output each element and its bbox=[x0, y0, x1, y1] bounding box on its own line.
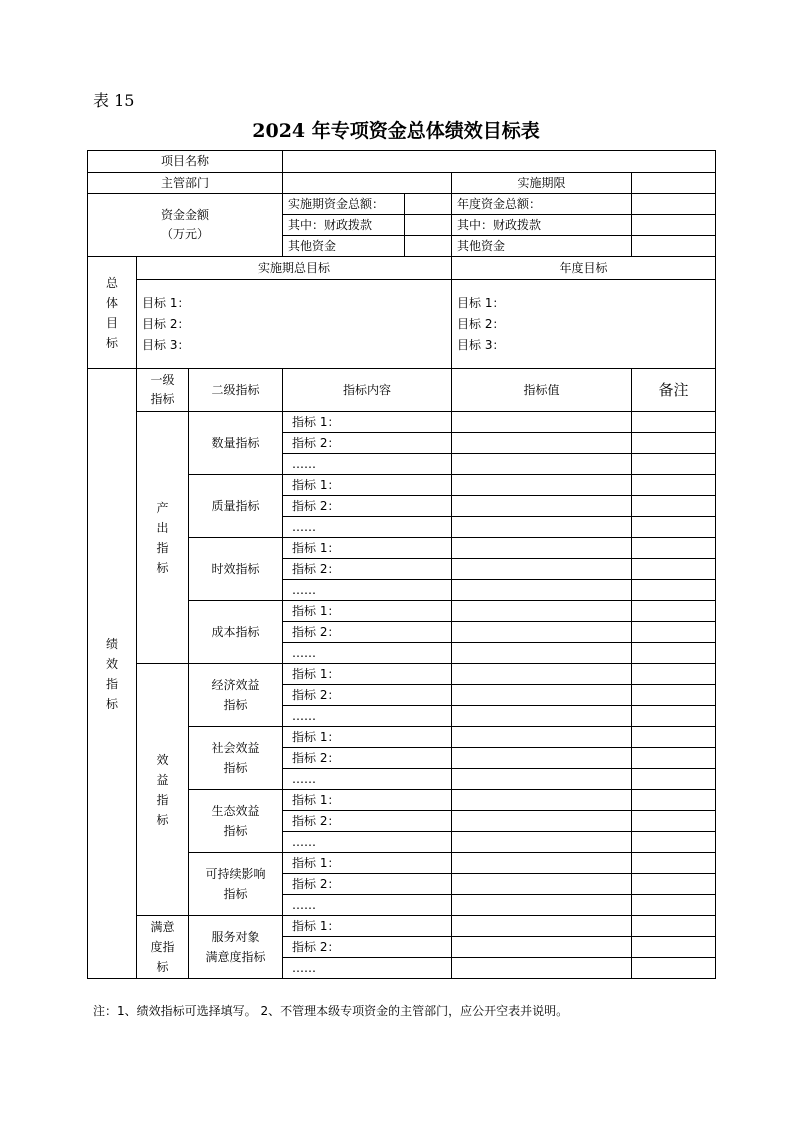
year-goal-2: 目标 2： bbox=[457, 316, 505, 331]
funds-label-line1: 资金金额 bbox=[160, 208, 209, 222]
indicator-note-cell[interactable] bbox=[632, 559, 716, 580]
dept-label: 主管部门 bbox=[88, 173, 283, 194]
project-name-cell[interactable] bbox=[283, 151, 716, 173]
total-year-cell[interactable] bbox=[632, 194, 716, 215]
indicator-value-cell[interactable] bbox=[452, 412, 632, 433]
indicator-note-cell[interactable] bbox=[632, 622, 716, 643]
total-year-label: 年度资金总额： bbox=[452, 194, 632, 215]
year-goal-heading: 年度目标 bbox=[452, 257, 716, 280]
indicator-note-cell[interactable] bbox=[632, 538, 716, 559]
period-goal-heading: 实施期总目标 bbox=[137, 257, 452, 280]
indicator-content-cell[interactable]: …… bbox=[283, 517, 452, 538]
indicator-note-cell[interactable] bbox=[632, 685, 716, 706]
fiscal-year-label: 其中：财政拨款 bbox=[452, 215, 632, 236]
indicator-note-cell[interactable] bbox=[632, 832, 716, 853]
total-period-cell[interactable] bbox=[405, 194, 452, 215]
indicator-content-cell[interactable]: 指标 2： bbox=[283, 811, 452, 832]
indicator-value-cell[interactable] bbox=[452, 916, 632, 937]
indicator-value-cell[interactable] bbox=[452, 874, 632, 895]
satisfaction-level1-label: 满意 度指 标 bbox=[137, 916, 189, 979]
indicator-value-cell[interactable] bbox=[452, 664, 632, 685]
indicator-value-cell[interactable] bbox=[452, 643, 632, 664]
period-goal-2: 目标 2： bbox=[142, 316, 190, 331]
indicator-value-cell[interactable] bbox=[452, 622, 632, 643]
benefit-level2-label: 经济效益 指标 bbox=[189, 664, 283, 727]
indicator-content-cell[interactable]: …… bbox=[283, 958, 452, 979]
performance-side-label: 绩 效 指 标 bbox=[88, 369, 137, 979]
indicator-value-cell[interactable] bbox=[452, 454, 632, 475]
indicator-value-cell[interactable] bbox=[452, 937, 632, 958]
satisfaction-level2-label: 服务对象 满意度指标 bbox=[189, 916, 283, 979]
output-level2-label: 数量指标 bbox=[189, 412, 283, 475]
funds-label bbox=[88, 194, 283, 257]
indicator-value-cell[interactable] bbox=[452, 601, 632, 622]
indicator-content-cell[interactable]: 指标 2： bbox=[283, 748, 452, 769]
indicator-content-cell[interactable]: 指标 1： bbox=[283, 727, 452, 748]
indicator-content-cell[interactable]: …… bbox=[283, 454, 452, 475]
funds-label-line2: （万元） bbox=[160, 227, 209, 241]
indicator-note-cell[interactable] bbox=[632, 937, 716, 958]
indicator-content-cell[interactable]: 指标 1： bbox=[283, 475, 452, 496]
indicator-note-cell[interactable] bbox=[632, 748, 716, 769]
total-period-label: 实施期资金总额： bbox=[283, 194, 405, 215]
indicator-note-cell[interactable] bbox=[632, 895, 716, 916]
indicator-note-cell[interactable] bbox=[632, 790, 716, 811]
output-level2-label: 质量指标 bbox=[189, 475, 283, 538]
overall-goal-side-label: 总 体 目 标 bbox=[88, 257, 137, 369]
indicator-value-cell[interactable] bbox=[452, 496, 632, 517]
performance-goal-table bbox=[87, 150, 716, 979]
other-year-cell[interactable] bbox=[632, 236, 716, 257]
indicator-content-cell[interactable]: 指标 2： bbox=[283, 685, 452, 706]
indicator-note-cell[interactable] bbox=[632, 958, 716, 979]
value-heading: 指标值 bbox=[452, 369, 632, 412]
indicator-content-cell[interactable]: 指标 1： bbox=[283, 790, 452, 811]
indicator-value-cell[interactable] bbox=[452, 580, 632, 601]
indicator-content-cell[interactable]: 指标 1： bbox=[283, 412, 452, 433]
indicator-value-cell[interactable] bbox=[452, 895, 632, 916]
indicator-note-cell[interactable] bbox=[632, 664, 716, 685]
table-row bbox=[88, 664, 716, 685]
output-level1-label: 产 出 指 标 bbox=[137, 412, 189, 664]
indicator-value-cell[interactable] bbox=[452, 706, 632, 727]
indicator-note-cell[interactable] bbox=[632, 475, 716, 496]
indicator-content-cell[interactable]: …… bbox=[283, 580, 452, 601]
benefit-level1-label: 效 益 指 标 bbox=[137, 664, 189, 916]
indicator-value-cell[interactable] bbox=[452, 832, 632, 853]
other-period-label: 其他资金 bbox=[283, 236, 405, 257]
table-row bbox=[88, 412, 716, 433]
indicator-value-cell[interactable] bbox=[452, 433, 632, 454]
indicator-value-cell[interactable] bbox=[452, 853, 632, 874]
fiscal-period-label: 其中：财政拨款 bbox=[283, 215, 405, 236]
other-period-cell[interactable] bbox=[405, 236, 452, 257]
footnote: 注：1、绩效指标可选择填写。 2、不管理本级专项资金的主管部门，应公开空表并说明。 bbox=[93, 1004, 569, 1018]
period-goals-cell[interactable] bbox=[137, 280, 452, 369]
indicator-content-cell[interactable]: 指标 1： bbox=[283, 853, 452, 874]
indicator-value-cell[interactable] bbox=[452, 790, 632, 811]
indicator-value-cell[interactable] bbox=[452, 538, 632, 559]
indicator-note-cell[interactable] bbox=[632, 412, 716, 433]
indicator-note-cell[interactable] bbox=[632, 853, 716, 874]
indicator-note-cell[interactable] bbox=[632, 727, 716, 748]
other-year-label: 其他资金 bbox=[452, 236, 632, 257]
indicator-content-cell[interactable]: 指标 1： bbox=[283, 601, 452, 622]
page-title: 2024 年专项资金总体绩效目标表 bbox=[252, 120, 540, 142]
indicator-note-cell[interactable] bbox=[632, 517, 716, 538]
year-goal-3: 目标 3： bbox=[457, 337, 505, 352]
benefit-level2-label: 生态效益 指标 bbox=[189, 790, 283, 853]
indicator-note-cell[interactable] bbox=[632, 916, 716, 937]
indicator-note-cell[interactable] bbox=[632, 580, 716, 601]
output-level2-label: 时效指标 bbox=[189, 538, 283, 601]
table-row bbox=[88, 916, 716, 937]
period-cell[interactable] bbox=[632, 173, 716, 194]
indicator-value-cell[interactable] bbox=[452, 559, 632, 580]
indicator-value-cell[interactable] bbox=[452, 475, 632, 496]
indicator-content-cell[interactable]: 指标 2： bbox=[283, 433, 452, 454]
indicator-value-cell[interactable] bbox=[452, 748, 632, 769]
indicator-note-cell[interactable] bbox=[632, 454, 716, 475]
indicator-content-cell[interactable]: …… bbox=[283, 706, 452, 727]
indicator-content-cell[interactable]: 指标 2： bbox=[283, 937, 452, 958]
fiscal-year-cell[interactable] bbox=[632, 215, 716, 236]
indicator-content-cell[interactable]: 指标 2： bbox=[283, 874, 452, 895]
period-goal-3: 目标 3： bbox=[142, 337, 190, 352]
indicator-content-cell[interactable]: 指标 2： bbox=[283, 622, 452, 643]
indicator-content-cell[interactable]: 指标 1： bbox=[283, 538, 452, 559]
indicator-note-cell[interactable] bbox=[632, 706, 716, 727]
indicator-content-cell[interactable]: …… bbox=[283, 769, 452, 790]
dept-cell[interactable] bbox=[283, 173, 452, 194]
table-number-label: 表 15 bbox=[93, 91, 135, 110]
indicator-value-cell[interactable] bbox=[452, 958, 632, 979]
indicator-content-cell[interactable]: …… bbox=[283, 832, 452, 853]
level2-heading: 二级指标 bbox=[189, 369, 283, 412]
indicator-value-cell[interactable] bbox=[452, 769, 632, 790]
indicator-content-cell[interactable]: 指标 2： bbox=[283, 496, 452, 517]
indicator-note-cell[interactable] bbox=[632, 874, 716, 895]
content-heading: 指标内容 bbox=[283, 369, 452, 412]
period-goal-1: 目标 1： bbox=[142, 295, 190, 310]
output-level2-label: 成本指标 bbox=[189, 601, 283, 664]
project-name-label: 项目名称 bbox=[88, 151, 283, 173]
indicator-value-cell[interactable] bbox=[452, 811, 632, 832]
year-goals-cell[interactable] bbox=[452, 280, 716, 369]
indicator-note-cell[interactable] bbox=[632, 496, 716, 517]
indicator-note-cell[interactable] bbox=[632, 433, 716, 454]
indicator-value-cell[interactable] bbox=[452, 685, 632, 706]
indicator-content-cell[interactable]: …… bbox=[283, 643, 452, 664]
indicator-value-cell[interactable] bbox=[452, 517, 632, 538]
indicator-note-cell[interactable] bbox=[632, 769, 716, 790]
period-label: 实施期限 bbox=[452, 173, 632, 194]
benefit-level2-label: 可持续影响 指标 bbox=[189, 853, 283, 916]
indicator-content-cell[interactable]: 指标 1： bbox=[283, 664, 452, 685]
note-heading: 备注 bbox=[632, 369, 716, 412]
fiscal-period-cell[interactable] bbox=[405, 215, 452, 236]
level1-heading: 一级 指标 bbox=[137, 369, 189, 412]
benefit-level2-label: 社会效益 指标 bbox=[189, 727, 283, 790]
indicator-note-cell[interactable] bbox=[632, 811, 716, 832]
indicator-value-cell[interactable] bbox=[452, 727, 632, 748]
indicator-content-cell[interactable]: 指标 2： bbox=[283, 559, 452, 580]
indicator-content-cell[interactable]: …… bbox=[283, 895, 452, 916]
year-goal-1: 目标 1： bbox=[457, 295, 505, 310]
indicator-note-cell[interactable] bbox=[632, 601, 716, 622]
indicator-note-cell[interactable] bbox=[632, 643, 716, 664]
indicator-content-cell[interactable]: 指标 1： bbox=[283, 916, 452, 937]
